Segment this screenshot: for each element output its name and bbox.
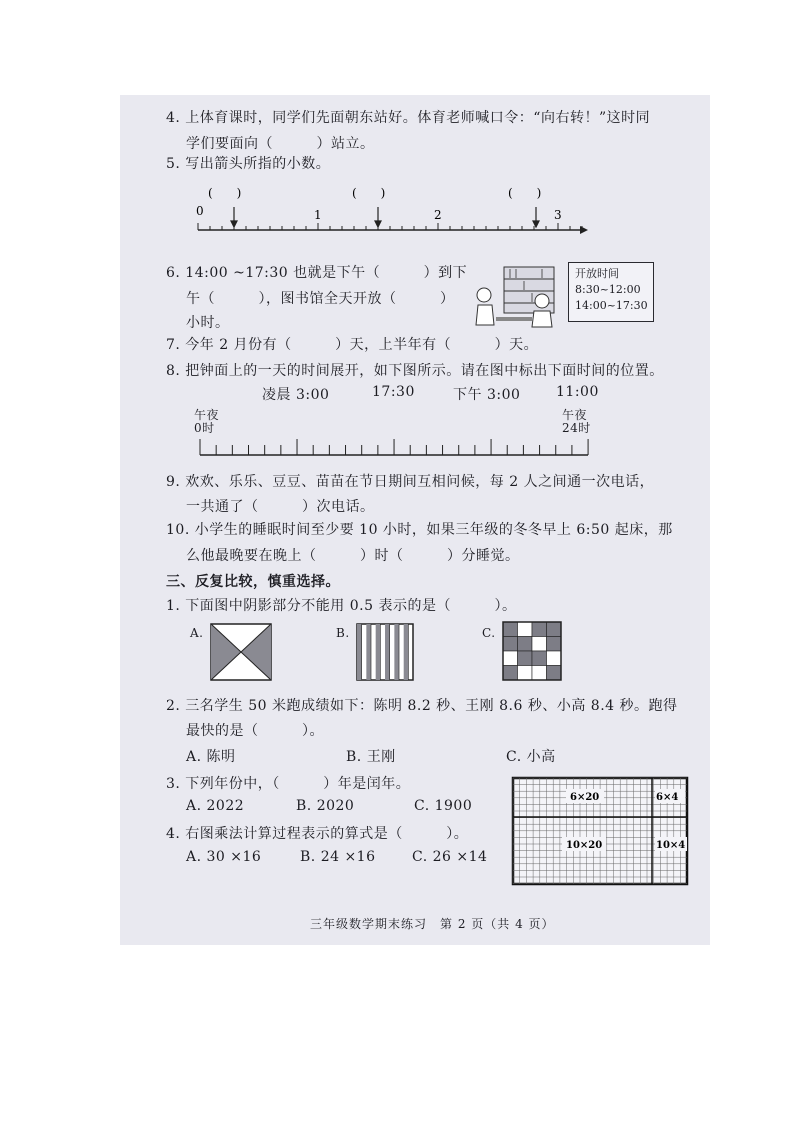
s3q1-figure-b bbox=[356, 623, 414, 681]
q8-start-bottom: 0时 bbox=[194, 421, 215, 435]
q5-label-1: 1 bbox=[314, 208, 322, 222]
q8-end-bottom: 24时 bbox=[562, 421, 591, 435]
hours-title: 开放时间 bbox=[575, 267, 619, 280]
q8-timeline bbox=[190, 435, 600, 459]
q5-arrows bbox=[231, 207, 539, 227]
grid-label-bottom-left: 10×20 bbox=[566, 840, 603, 851]
hours-afternoon: 14:00~17:30 bbox=[575, 299, 648, 312]
q6-line2: 午（ ），图书馆全天开放（ ） bbox=[186, 291, 455, 307]
q5-blank-3: ( ) bbox=[508, 186, 542, 200]
s3q3-option-c: C. 1900 bbox=[414, 798, 473, 814]
s3q1-option-a-label: A. bbox=[190, 626, 204, 640]
s3q4-option-b: B. 24 ×16 bbox=[300, 849, 376, 865]
q8-time-2: 17:30 bbox=[372, 384, 415, 400]
q5-number-line bbox=[190, 185, 590, 245]
q7-text: 7. 今年 2 月份有（ ）天，上半年有（ ）天。 bbox=[166, 337, 539, 353]
library-illustration-icon bbox=[472, 265, 560, 329]
q5-label-2: 2 bbox=[434, 208, 442, 222]
grid-label-bottom-right: 10×4 bbox=[656, 840, 686, 851]
exam-page bbox=[120, 95, 710, 945]
s3q4-text: 4. 右图乘法计算过程表示的算式是（ ）。 bbox=[166, 826, 469, 842]
s3q2-option-c: C. 小高 bbox=[506, 749, 556, 765]
section3-heading: 三、反复比较，慎重选择。 bbox=[166, 574, 340, 590]
page-footer: 三年级数学期末练习 第 2 页（共 4 页） bbox=[310, 917, 555, 931]
grid-label-top-left: 6×20 bbox=[570, 792, 600, 803]
q5-prompt: 5. 写出箭头所指的小数。 bbox=[166, 156, 331, 172]
s3q4-option-c: C. 26 ×14 bbox=[412, 849, 488, 865]
s3q1-option-c-label: C. bbox=[482, 626, 496, 640]
q8-time-3: 下午 3:00 bbox=[453, 387, 521, 403]
q9-line2: 一共通了（ ）次电话。 bbox=[186, 499, 375, 515]
s3q3-text: 3. 下列年份中，（ ）年是闰年。 bbox=[166, 776, 411, 792]
hours-morning: 8:30~12:00 bbox=[575, 283, 641, 296]
multiplication-grid-figure bbox=[510, 775, 690, 887]
s3q1-text: 1. 下面图中阴影部分不能用 0.5 表示的是（ ）。 bbox=[166, 598, 517, 614]
s3q1-option-b-label: B. bbox=[336, 626, 350, 640]
q5-blank-2: ( ) bbox=[352, 186, 386, 200]
s3q4-option-a: A. 30 ×16 bbox=[186, 849, 262, 865]
q8-text: 8. 把钟面上的一天的时间展开，如下图所示。请在图中标出下面时间的位置。 bbox=[166, 363, 664, 379]
opening-hours-box bbox=[568, 262, 654, 322]
q6-line1: 6. 14:00 ~17:30 也就是下午（ ）到下 bbox=[166, 265, 468, 281]
q4-line2: 学们要面向（ ）站立。 bbox=[186, 136, 375, 152]
q8-time-4: 11:00 bbox=[556, 384, 599, 400]
q8-start-top: 午夜 bbox=[194, 408, 220, 422]
s3q1-figure-c bbox=[502, 621, 562, 681]
q5-label-3: 3 bbox=[554, 208, 562, 222]
q10-line2: 么他最晚要在晚上（ ）时（ ）分睡觉。 bbox=[186, 548, 520, 564]
q5-blank-1: ( ) bbox=[208, 186, 242, 200]
s3q3-option-b: B. 2020 bbox=[296, 798, 355, 814]
q8-end-label bbox=[562, 409, 591, 435]
s3q2-option-a: A. 陈明 bbox=[186, 749, 236, 765]
q6-line3: 小时。 bbox=[186, 315, 230, 331]
q9-line1: 9. 欢欢、乐乐、豆豆、苗苗在节日期间互相问候，每 2 人之间通一次电话， bbox=[166, 474, 655, 490]
s3q3-option-a: A. 2022 bbox=[186, 798, 245, 814]
s3q2-line2: 最快的是（ ）。 bbox=[186, 723, 324, 739]
q8-time-1: 凌晨 3:00 bbox=[262, 387, 330, 403]
grid-label-top-right: 6×4 bbox=[656, 792, 679, 803]
q8-start-label bbox=[194, 409, 219, 435]
s3q2-option-b: B. 王刚 bbox=[346, 749, 396, 765]
q10-line1: 10. 小学生的睡眠时间至少要 10 小时，如果三年级的冬冬早上 6:50 起床，那 bbox=[166, 522, 673, 538]
q8-end-top: 午夜 bbox=[562, 408, 588, 422]
s3q2-line1: 2. 三名学生 50 米跑成绩如下：陈明 8.2 秒、王刚 8.6 秒、小高 8.4 秒。跑得 bbox=[166, 698, 678, 714]
q4-line1: 4. 上体育课时，同学们先面朝东站好。体育老师喊口令：“向右转！”这时同 bbox=[166, 110, 651, 126]
s3q1-figure-a bbox=[210, 623, 272, 681]
q5-label-0: 0 bbox=[196, 204, 204, 218]
